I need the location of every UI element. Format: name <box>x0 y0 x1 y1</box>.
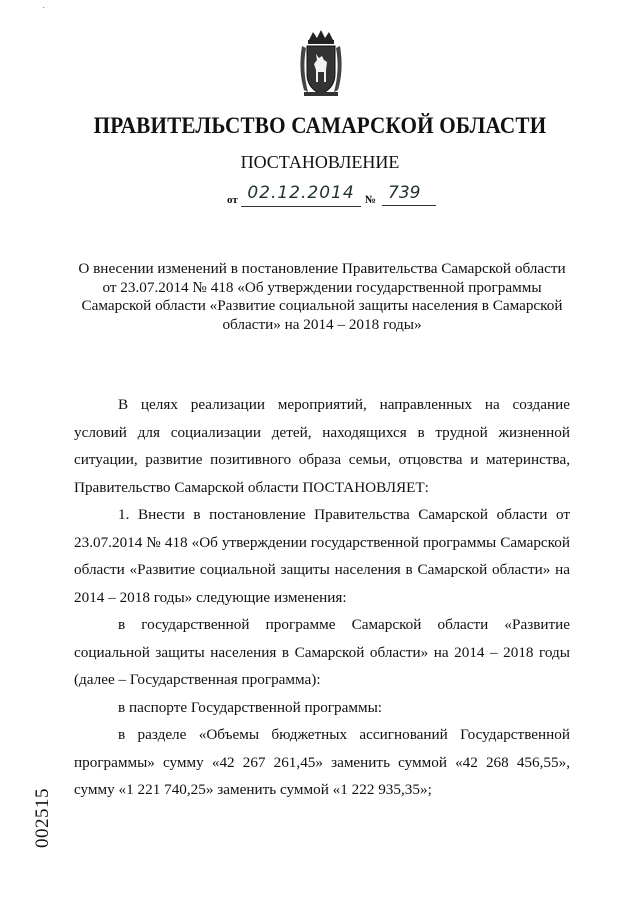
government-title: ПРАВИТЕЛЬСТВО САМАРСКОЙ ОБЛАСТИ <box>93 113 547 138</box>
coat-of-arms-icon <box>296 30 346 98</box>
body-paragraph: в паспорте Государственной программы: <box>118 698 383 716</box>
number-prefix: № <box>365 194 377 206</box>
document-type: ПОСТАНОВЛЕНИЕ <box>240 152 400 172</box>
body-paragraph: В целях реализации мероприятий, направленных на создание условий для социализации детей, находящихся в трудной жизненной ситуации, развитие позитивного образа семьи, отцовства и материнства, Правительство Самарской области ПОСТАНОВЛЯЕТ: <box>74 396 570 496</box>
body-paragraph: в государственной программе Самарской области «Развитие социальной защиты населения в Самарской области» на 2014 – 2018 годы (далее – Государственная программа): <box>74 616 570 688</box>
scan-mark: ˙ <box>42 6 46 17</box>
registration-stamp <box>30 775 56 865</box>
document-date: 02.12.2014 <box>241 183 361 207</box>
body-paragraph: 1. Внести в постановление Правительства Самарской области от 23.07.2014 № 418 «Об утверждении государственной программы Самарской области «Развитие социальной защиты населения в Самарской области» на 2014 – 2018 годы» следующие изменения: <box>74 506 570 606</box>
date-prefix: от <box>227 194 238 206</box>
document-body <box>74 391 570 804</box>
date-number-line <box>227 183 437 209</box>
body-paragraph: в разделе «Объемы бюджетных ассигнований Государственной программы» сумму «42 267 261,45» заменить суммой «42 268 456,55», сумму «1 221 740,25» заменить суммой «1 222 935,35»; <box>74 726 570 798</box>
document-subject: О внесении изменений в постановление Правительства Самарской области от 23.07.2014 № 418 «Об утверждении государственной программы Самарской области «Развитие социальной защиты населения в Самарской области» на 2014 – 2018 годы» <box>78 260 566 333</box>
stamp-number: 002515 <box>32 788 53 848</box>
document-number: 739 <box>382 183 436 206</box>
